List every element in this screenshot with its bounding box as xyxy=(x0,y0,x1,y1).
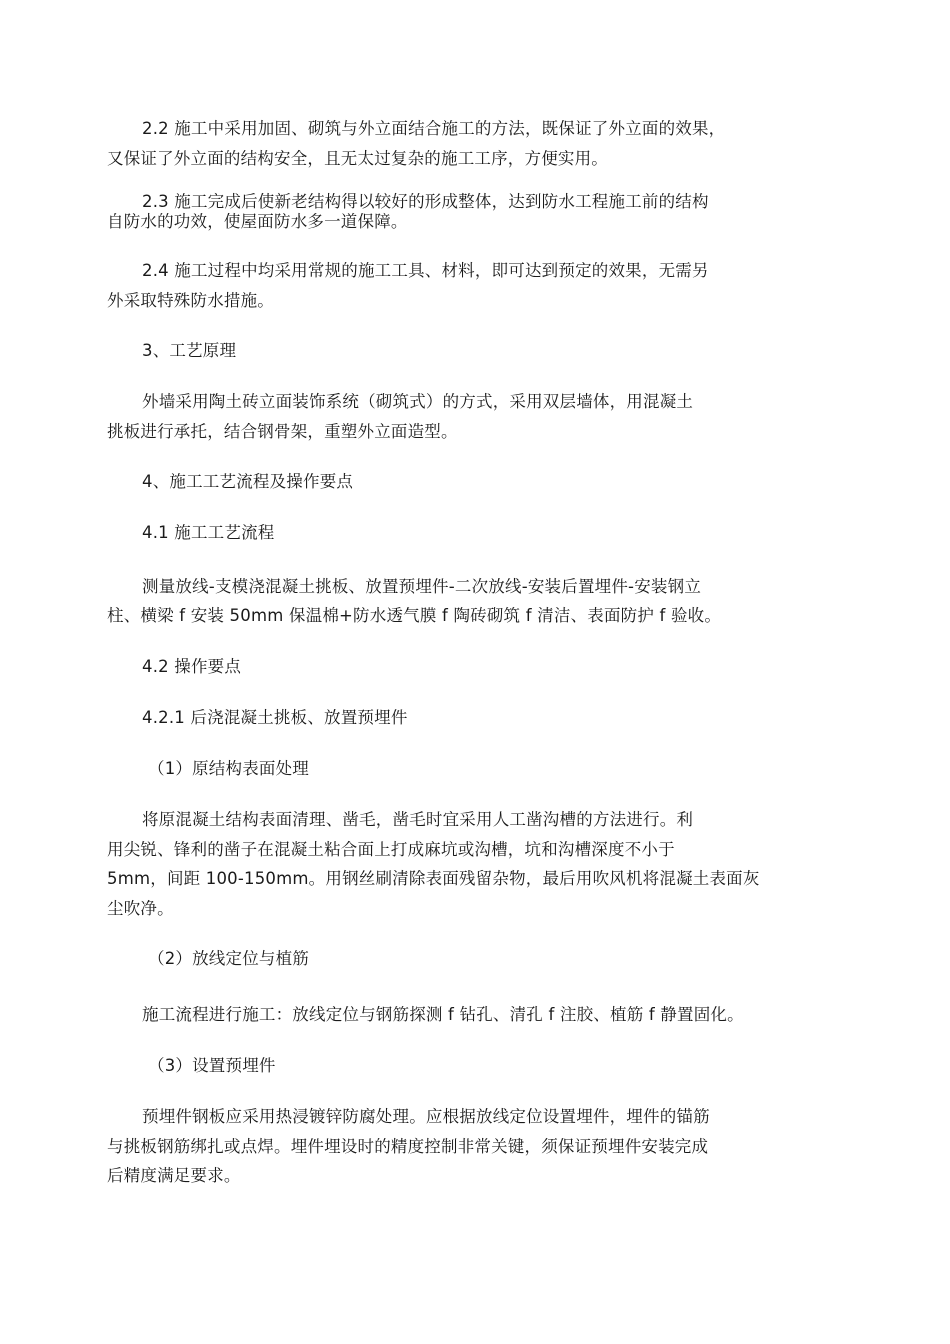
subsection-2-title: （2）放线定位与植筋 xyxy=(148,949,309,968)
subsection-1-line-2: 用尖锐、锋利的凿子在混凝土粘合面上打成麻坑或沟槽，坑和沟槽深度不小于 xyxy=(107,840,675,859)
para-2-4-line-1: 2.4 施工过程中均采用常规的施工工具、材料，即可达到预定的效果，无需另 xyxy=(142,261,709,280)
para-4-1-line-1: 测量放线-支模浇混凝土挑板、放置预埋件-二次放线-安装后置埋件-安装钢立 xyxy=(142,577,702,596)
heading-4-1: 4.1 施工工艺流程 xyxy=(142,523,275,542)
para-4-1-line-2: 柱、横梁 f 安装 50mm 保温棉+防水透气膜 f 陶砖砌筑 f 清洁、表面防护 f 验收。 xyxy=(107,606,722,625)
para-2-3-line-2: 自防水的功效，使屋面防水多一道保障。 xyxy=(107,212,408,231)
subsection-3-line-2: 与挑板钢筋绑扎或点焊。埋件埋设时的精度控制非常关键，须保证预埋件安装完成 xyxy=(107,1137,709,1156)
subsection-1-line-1: 将原混凝土结构表面清理、凿毛，凿毛时宜采用人工凿沟槽的方法进行。利 xyxy=(142,810,694,829)
heading-4-2-1: 4.2.1 后浇混凝土挑板、放置预埋件 xyxy=(142,708,408,727)
subsection-1-line-4: 尘吹净。 xyxy=(107,899,174,918)
heading-4-2: 4.2 操作要点 xyxy=(142,657,242,676)
subsection-3-title: （3）设置预埋件 xyxy=(148,1056,276,1075)
para-3-line-1: 外墙采用陶土砖立面装饰系统（砌筑式）的方式，采用双层墙体，用混凝土 xyxy=(142,392,694,411)
para-2-3-line-1: 2.3 施工完成后使新老结构得以较好的形成整体，达到防水工程施工前的结构 xyxy=(142,192,709,211)
heading-3: 3、工艺原理 xyxy=(142,341,237,360)
subsection-1-line-3: 5mm，间距 100-150mm。用钢丝刷清除表面残留杂物，最后用吹风机将混凝土表面灰 xyxy=(107,869,760,888)
para-3-line-2: 挑板进行承托，结合钢骨架，重塑外立面造型。 xyxy=(107,422,458,441)
para-2-2-line-2: 又保证了外立面的结构安全，且无太过复杂的施工工序，方便实用。 xyxy=(107,149,608,168)
heading-4: 4、施工工艺流程及操作要点 xyxy=(142,472,354,491)
para-2-2-line-1: 2.2 施工中采用加固、砌筑与外立面结合施工的方法，既保证了外立面的效果， xyxy=(142,119,726,138)
subsection-3-line-1: 预埋件钢板应采用热浸镀锌防腐处理。应根据放线定位设置埋件，埋件的锚筋 xyxy=(142,1107,710,1126)
subsection-1-title: （1）原结构表面处理 xyxy=(148,759,309,778)
subsection-3-line-3: 后精度满足要求。 xyxy=(107,1166,241,1185)
subsection-2-body: 施工流程进行施工：放线定位与钢筋探测 f 钻孔、清孔 f 注胶、植筋 f 静置固化。 xyxy=(142,1005,744,1024)
para-2-4-line-2: 外采取特殊防水措施。 xyxy=(107,291,274,310)
